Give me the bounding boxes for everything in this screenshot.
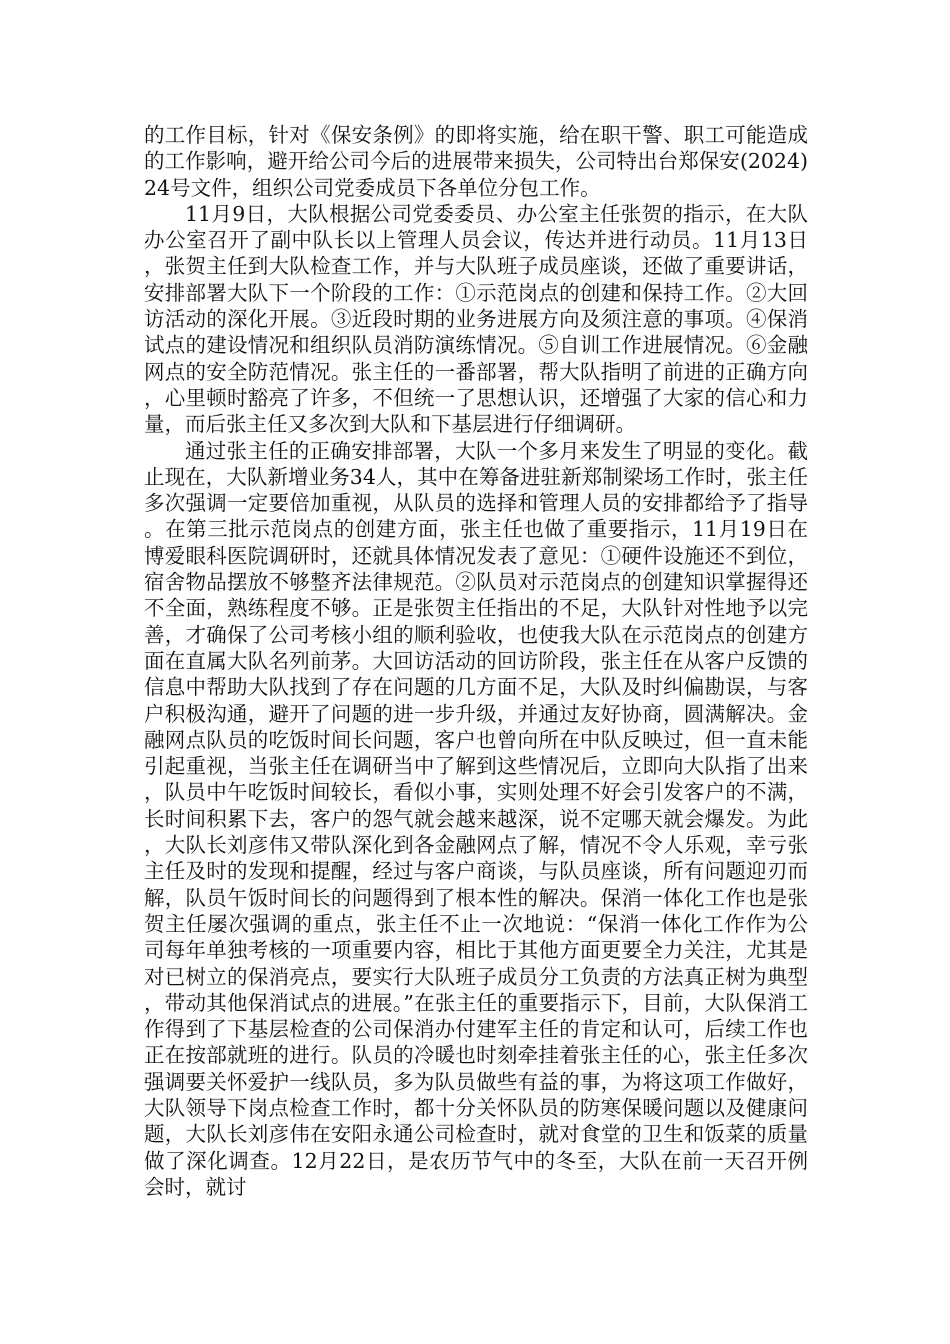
paragraph-1: 的工作目标，针对《保安条例》的即将实施，给在职干警、职工可能造成的工作影响，避开给公司今后的进展带来损失，公司特出台郑保安(2024)24号文件，组织公司党委成员下各单位分包工作。 [144, 123, 808, 200]
paragraph-2: 11月9日，大队根据公司党委委员、办公室主任张贺的指示，在大队办公室召开了副中队长以上管理人员会议，传达并进行动员。11月13日，张贺主任到大队检查工作，并与大队班子成员座谈，还做了重要讲话，安排部署大队下一个阶段的工作：①示范岗点的创建和保持工作。②大回访活动的深化开展。③近段时期的业务进展方向及须注意的事项。④保消试点的建设情况和组织队员消防演练情况。⑤自训工作进展情况。⑥金融网点的安全防范情况。张主任的一番部署，帮大队指明了前进的正确方向，心里顿时豁亮了许多，不但统一了思想认识，还增强了大家的信心和力量，而后张主任又多次到大队和下基层进行仔细调研。 [144, 201, 808, 437]
document-page [144, 122, 808, 1200]
paragraph-3: 通过张主任的正确安排部署，大队一个多月来发生了明显的变化。截止现在，大队新增业务34人，其中在筹备进驻新郑制梁场工作时，张主任多次强调一定要倍加重视，从队员的选择和管理人员的安排都给予了指导。在第三批示范岗点的创建方面，张主任也做了重要指示，11月19日在博爱眼科医院调研时，还就具体情况发表了意见：①硬件设施还不到位，宿舍物品摆放不够整齐法律规范。②队员对示范岗点的创建知识掌握得还不全面，熟练程度不够。正是张贺主任指出的不足，大队针对性地予以完善，才确保了公司考核小组的顺利验收，也使我大队在示范岗点的创建方面在直属大队名列前茅。大回访活动的回访阶段，张主任在从客户反馈的信息中帮助大队找到了存在问题的几方面不足，大队及时纠偏勘误，与客户积极沟通，避开了问题的进一步升级，并通过友好协商，圆满解决。金融网点队员的吃饭时间长问题，客户也曾向所在中队反映过，但一直未能引起重视，当张主任在调研当中了解到这些情况后，立即向大队指了出来，队员中午吃饭时间较长，看似小事，实则处理不好会引发客户的不满，长时间积累下去，客户的怨气就会越来越深，说不定哪天就会爆发。为此，大队长刘彦伟又带队深化到各金融网点了解，情况不令人乐观，幸亏张主任及时的发现和提醒，经过与客户商谈，与队员座谈，所有问题迎刃而解，队员午饭时间长的问题得到了根本性的解决。保消一体化工作也是张贺主任屡次强调的重点，张主任不止一次地说：“保消一体化工作作为公司每年单独考核的一项重要内容，相比于其他方面更要全力关注，尤其是对已树立的保消亮点，要实行大队班子成员分工负责的方法真正树为典型，带动其他保消试点的进展。”在张主任的重要指示下，目前，大队保消工作得到了下基层检查的公司保消办付建军主任的肯定和认可，后续工作也正在按部就班的进行。队员的冷暖也时刻牵挂着张主任的心，张主任多次强调要关怀爱护一线队员，多为队员做些有益的事，为将这项工作做好，大队领导下岗点检查工作时，都十分关怀队员的防寒保暖问题以及健康问题，大队长刘彦伟在安阳永通公司检查时，就对食堂的卫生和饭菜的质量做了深化调查。12月22日，是农历节气中的冬至，大队在前一天召开例会时，就讨 [144, 438, 808, 1199]
